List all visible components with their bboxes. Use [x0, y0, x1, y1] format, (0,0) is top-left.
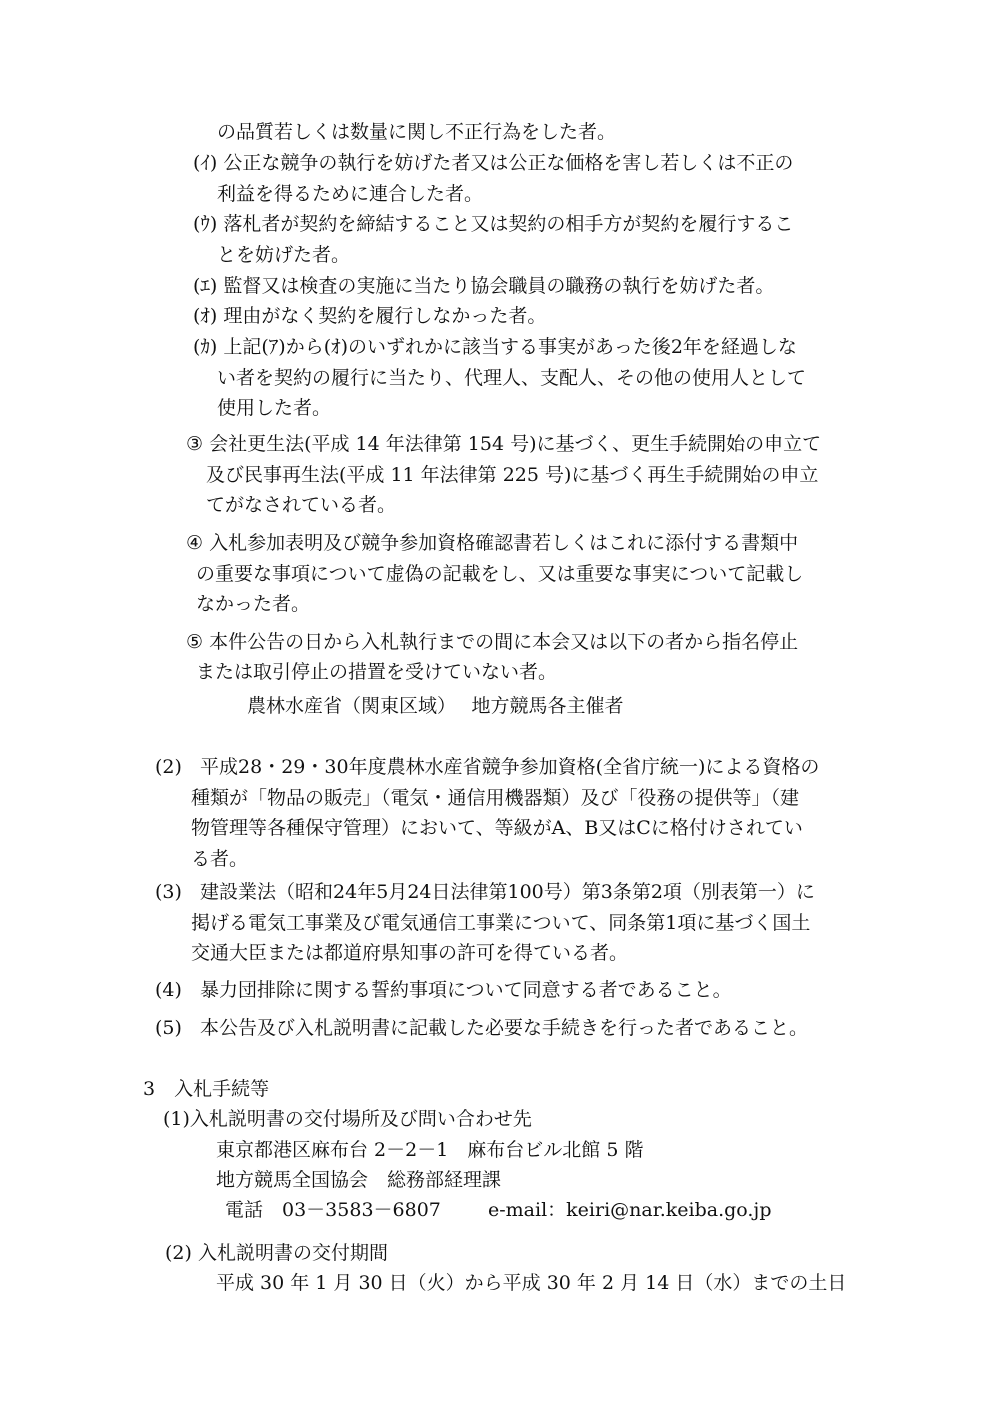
subsection-title: (2) 入札説明書の交付期間: [165, 1242, 388, 1264]
text-line: の品質若しくは数量に関し不正行為をした者。: [217, 121, 617, 143]
text-line: 会社更生法(平成 14 年法律第 154 号)に基づく、更生手続開始の申立て: [209, 433, 822, 455]
list-marker: (ｶ): [193, 336, 218, 358]
list-item-o: [193, 304, 546, 328]
list-marker: (4): [155, 979, 182, 1001]
contact-phone: 電話 03－3583－6807: [225, 1199, 441, 1221]
list-item-i: [193, 151, 793, 175]
circled-item-4: [186, 531, 798, 555]
list-marker: (ｵ): [193, 305, 218, 327]
list-marker: (ｲ): [193, 152, 218, 174]
text-line: 上記(ｱ)から(ｵ)のいずれかに該当する事実があった後2年を経過しな: [223, 336, 797, 358]
text-line: 建設業法（昭和24年5月24日法律第100号）第3条第2項（別表第一）に: [200, 881, 815, 903]
numbered-item-3: [155, 880, 815, 904]
text-line: 理由がなく契約を履行しなかった者。: [223, 305, 547, 327]
numbered-item-2: [155, 755, 819, 779]
contact-organization: 地方競馬全国協会 総務部経理課: [216, 1169, 502, 1191]
numbered-item-5: [155, 1016, 808, 1040]
text-line: 交通大臣または都道府県知事の許可を得ている者。: [191, 942, 629, 964]
text-line: の重要な事項について虚偽の記載をし、又は重要な事実について記載し: [196, 563, 804, 585]
text-line: 公正な競争の執行を妨げた者又は公正な価格を害し若しくは不正の: [223, 152, 794, 174]
text-line: 監督又は検査の実施に当たり協会職員の職務の執行を妨げた者。: [223, 275, 775, 297]
list-marker: ③: [186, 433, 204, 455]
list-item-ka: [193, 335, 797, 359]
text-line: または取引停止の措置を受けていない者。: [196, 661, 558, 683]
list-marker: (5): [155, 1017, 182, 1039]
text-line: 暴力団排除に関する誓約事項について同意する者であること。: [200, 979, 732, 1001]
text-line: とを妨げた者。: [217, 244, 351, 266]
subsection-title: (1)入札説明書の交付場所及び問い合わせ先: [163, 1108, 532, 1130]
text-line: 本件公告の日から入札執行までの間に本会又は以下の者から指名停止: [209, 631, 799, 653]
text-line: なかった者。: [196, 593, 311, 615]
distribution-period: 平成 30 年 1 月 30 日（火）から平成 30 年 2 月 14 日（水）までの土日: [216, 1272, 847, 1294]
section-heading: 3 入札手続等: [143, 1078, 270, 1100]
contact-email: e-mail：keiri@nar.keiba.go.jp: [488, 1199, 772, 1221]
text-line: 掲げる電気工事業及び電気通信工事業について、同条第1項に基づく国土: [191, 912, 811, 934]
text-line: 使用した者。: [217, 397, 332, 419]
text-line: い者を契約の履行に当たり、代理人、支配人、その他の使用人として: [217, 367, 807, 389]
list-marker: ④: [186, 532, 204, 554]
list-item-u: [193, 212, 793, 236]
list-item-e: [193, 274, 774, 298]
list-marker: (2): [155, 756, 182, 778]
list-marker: (ｳ): [193, 213, 218, 235]
text-line: 及び民事再生法(平成 11 年法律第 225 号)に基づく再生手続開始の申立: [206, 464, 819, 486]
list-marker: (3): [155, 881, 182, 903]
circled-item-5: [186, 630, 798, 654]
text-line: 入札参加表明及び競争参加資格確認書若しくはこれに添付する書類中: [209, 532, 799, 554]
agencies-line: 農林水産省（関東区域） 地方競馬各主催者: [247, 695, 624, 717]
text-line: 平成28・29・30年度農林水産省競争参加資格(全省庁統一)による資格の: [200, 756, 820, 778]
list-marker: ⑤: [186, 631, 204, 653]
text-line: てがなされている者。: [206, 494, 397, 516]
list-marker: (ｴ): [193, 275, 218, 297]
numbered-item-4: [155, 978, 732, 1002]
text-line: 落札者が契約を締結すること又は契約の相手方が契約を履行するこ: [223, 213, 794, 235]
circled-item-3: [186, 432, 821, 456]
text-line: 利益を得るために連合した者。: [217, 183, 484, 205]
text-line: 本公告及び入札説明書に記載した必要な手続きを行った者であること。: [200, 1017, 809, 1039]
text-line: 種類が「物品の販売」（電気・通信用機器類）及び「役務の提供等」（建: [191, 787, 800, 809]
contact-address: 東京都港区麻布台 2－2－1 麻布台ビル北館 5 階: [216, 1139, 644, 1161]
text-line: 物管理等各種保守管理）において、等級がA、B又はCに格付けされてい: [191, 817, 803, 839]
text-line: る者。: [191, 848, 249, 870]
